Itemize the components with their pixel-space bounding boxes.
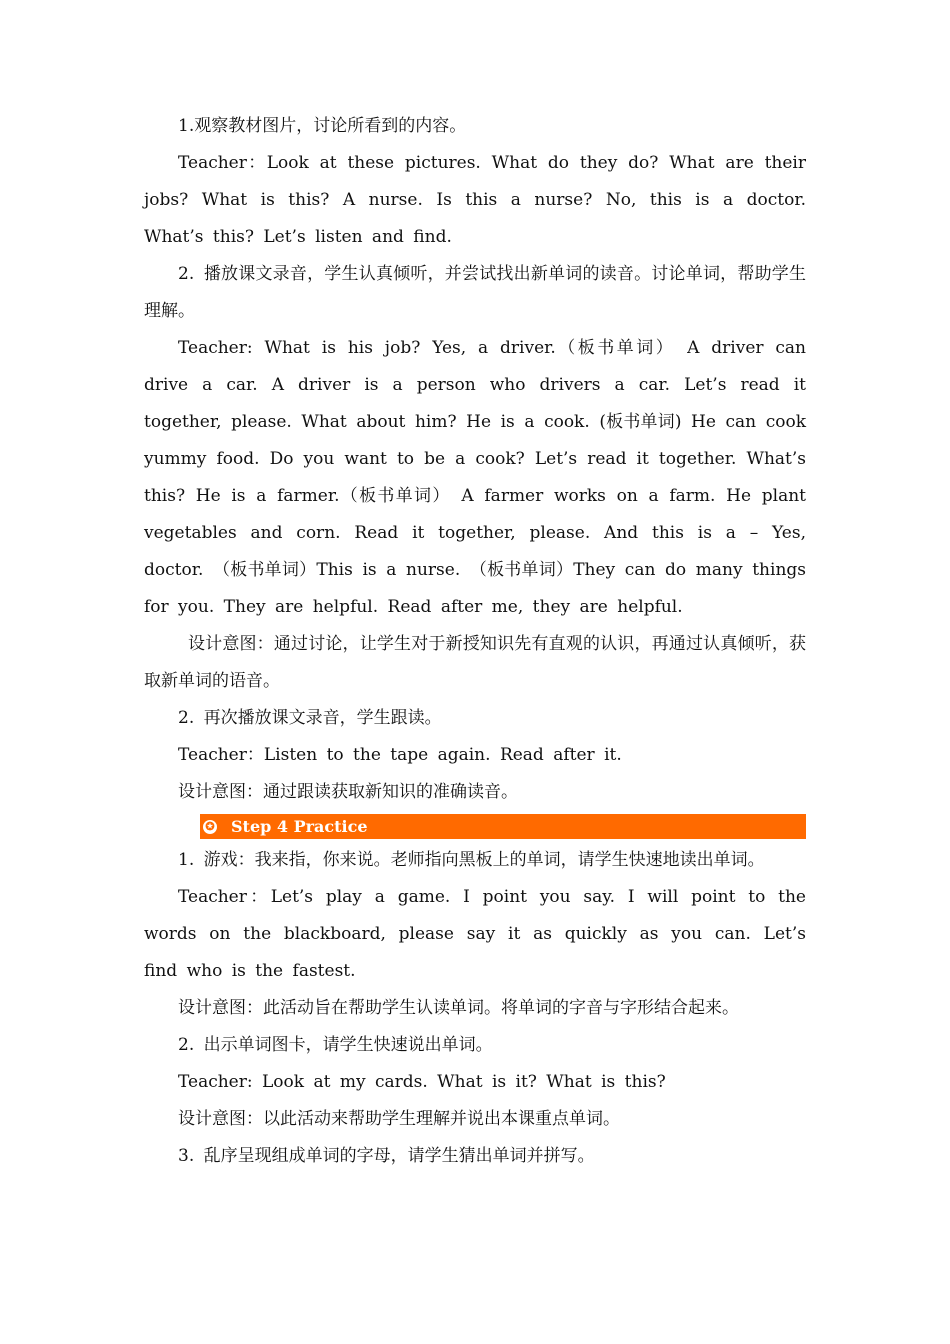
design-intent: 设计意图：此活动旨在帮助学生认读单词。将单词的字音与字形结合起来。 (178, 998, 739, 1018)
design-intent: 设计意图：通过讨论，让学生对于新授知识先有直观的认识，再通过认真倾听，获取新单词的语音。 (144, 634, 806, 691)
design-intent: 设计意图：通过跟读获取新知识的准确读音。 (178, 782, 518, 802)
paragraph: Teacher: Look at my cards. What is it? What is this? (178, 1072, 666, 1092)
banner-label: Step 4 Practice (231, 817, 368, 836)
paragraph: Teacher：Look at these pictures. What do they do? What are their jobs? What is this? A nurse. Is this a nurse? No, this is a doctor. What’s this? Let’s listen and find. (144, 153, 806, 247)
paragraph: Teacher：Listen to the tape again. Read after it. (178, 745, 622, 765)
paragraph: 2. 再次播放课文录音，学生跟读。 (178, 708, 442, 728)
section-banner (200, 814, 806, 839)
paragraph: 1.观察教材图片，讨论所看到的内容。 (178, 116, 467, 136)
paragraph: 3. 乱序呈现组成单词的字母，请学生猜出单词并拼写。 (178, 1146, 595, 1166)
paragraph: 2. 出示单词图卡，请学生快速说出单词。 (178, 1035, 493, 1055)
design-intent: 设计意图：以此活动来帮助学生理解并说出本课重点单词。 (178, 1109, 620, 1129)
paragraph: 2. 播放课文录音，学生认真倾听，并尝试找出新单词的读音。讨论单词，帮助学生理解。 (144, 264, 806, 321)
paragraph: Teacher: What is his job? Yes, a driver.（板书单词） A driver can drive a car. A driver is a person who drivers a car. Let’s read it together, please. What about him? He is a cook. (板书单词) He can cook yummy food. Do you want to be a cook? Let’s read it together. What’s this? He is a farmer.（板书单词） A farmer works on a farm. He plant vegetables and corn. Read it together, please. And this is a – Yes, doctor. （板书单词）This is a nurse. （板书单词）They can do many things for you. They are helpful. Read after me, they are helpful. (144, 338, 806, 617)
star-icon: ✪ (203, 820, 217, 834)
paragraph: 1. 游戏：我来指，你来说。老师指向黑板上的单词，请学生快速地读出单词。 (178, 850, 765, 870)
paragraph: Teacher：Let’s play a game. I point you say. I will point to the words on the blackboard, please say it as quickly as you can. Let’s find who is the fastest. (144, 887, 806, 981)
document-page (144, 108, 806, 1175)
